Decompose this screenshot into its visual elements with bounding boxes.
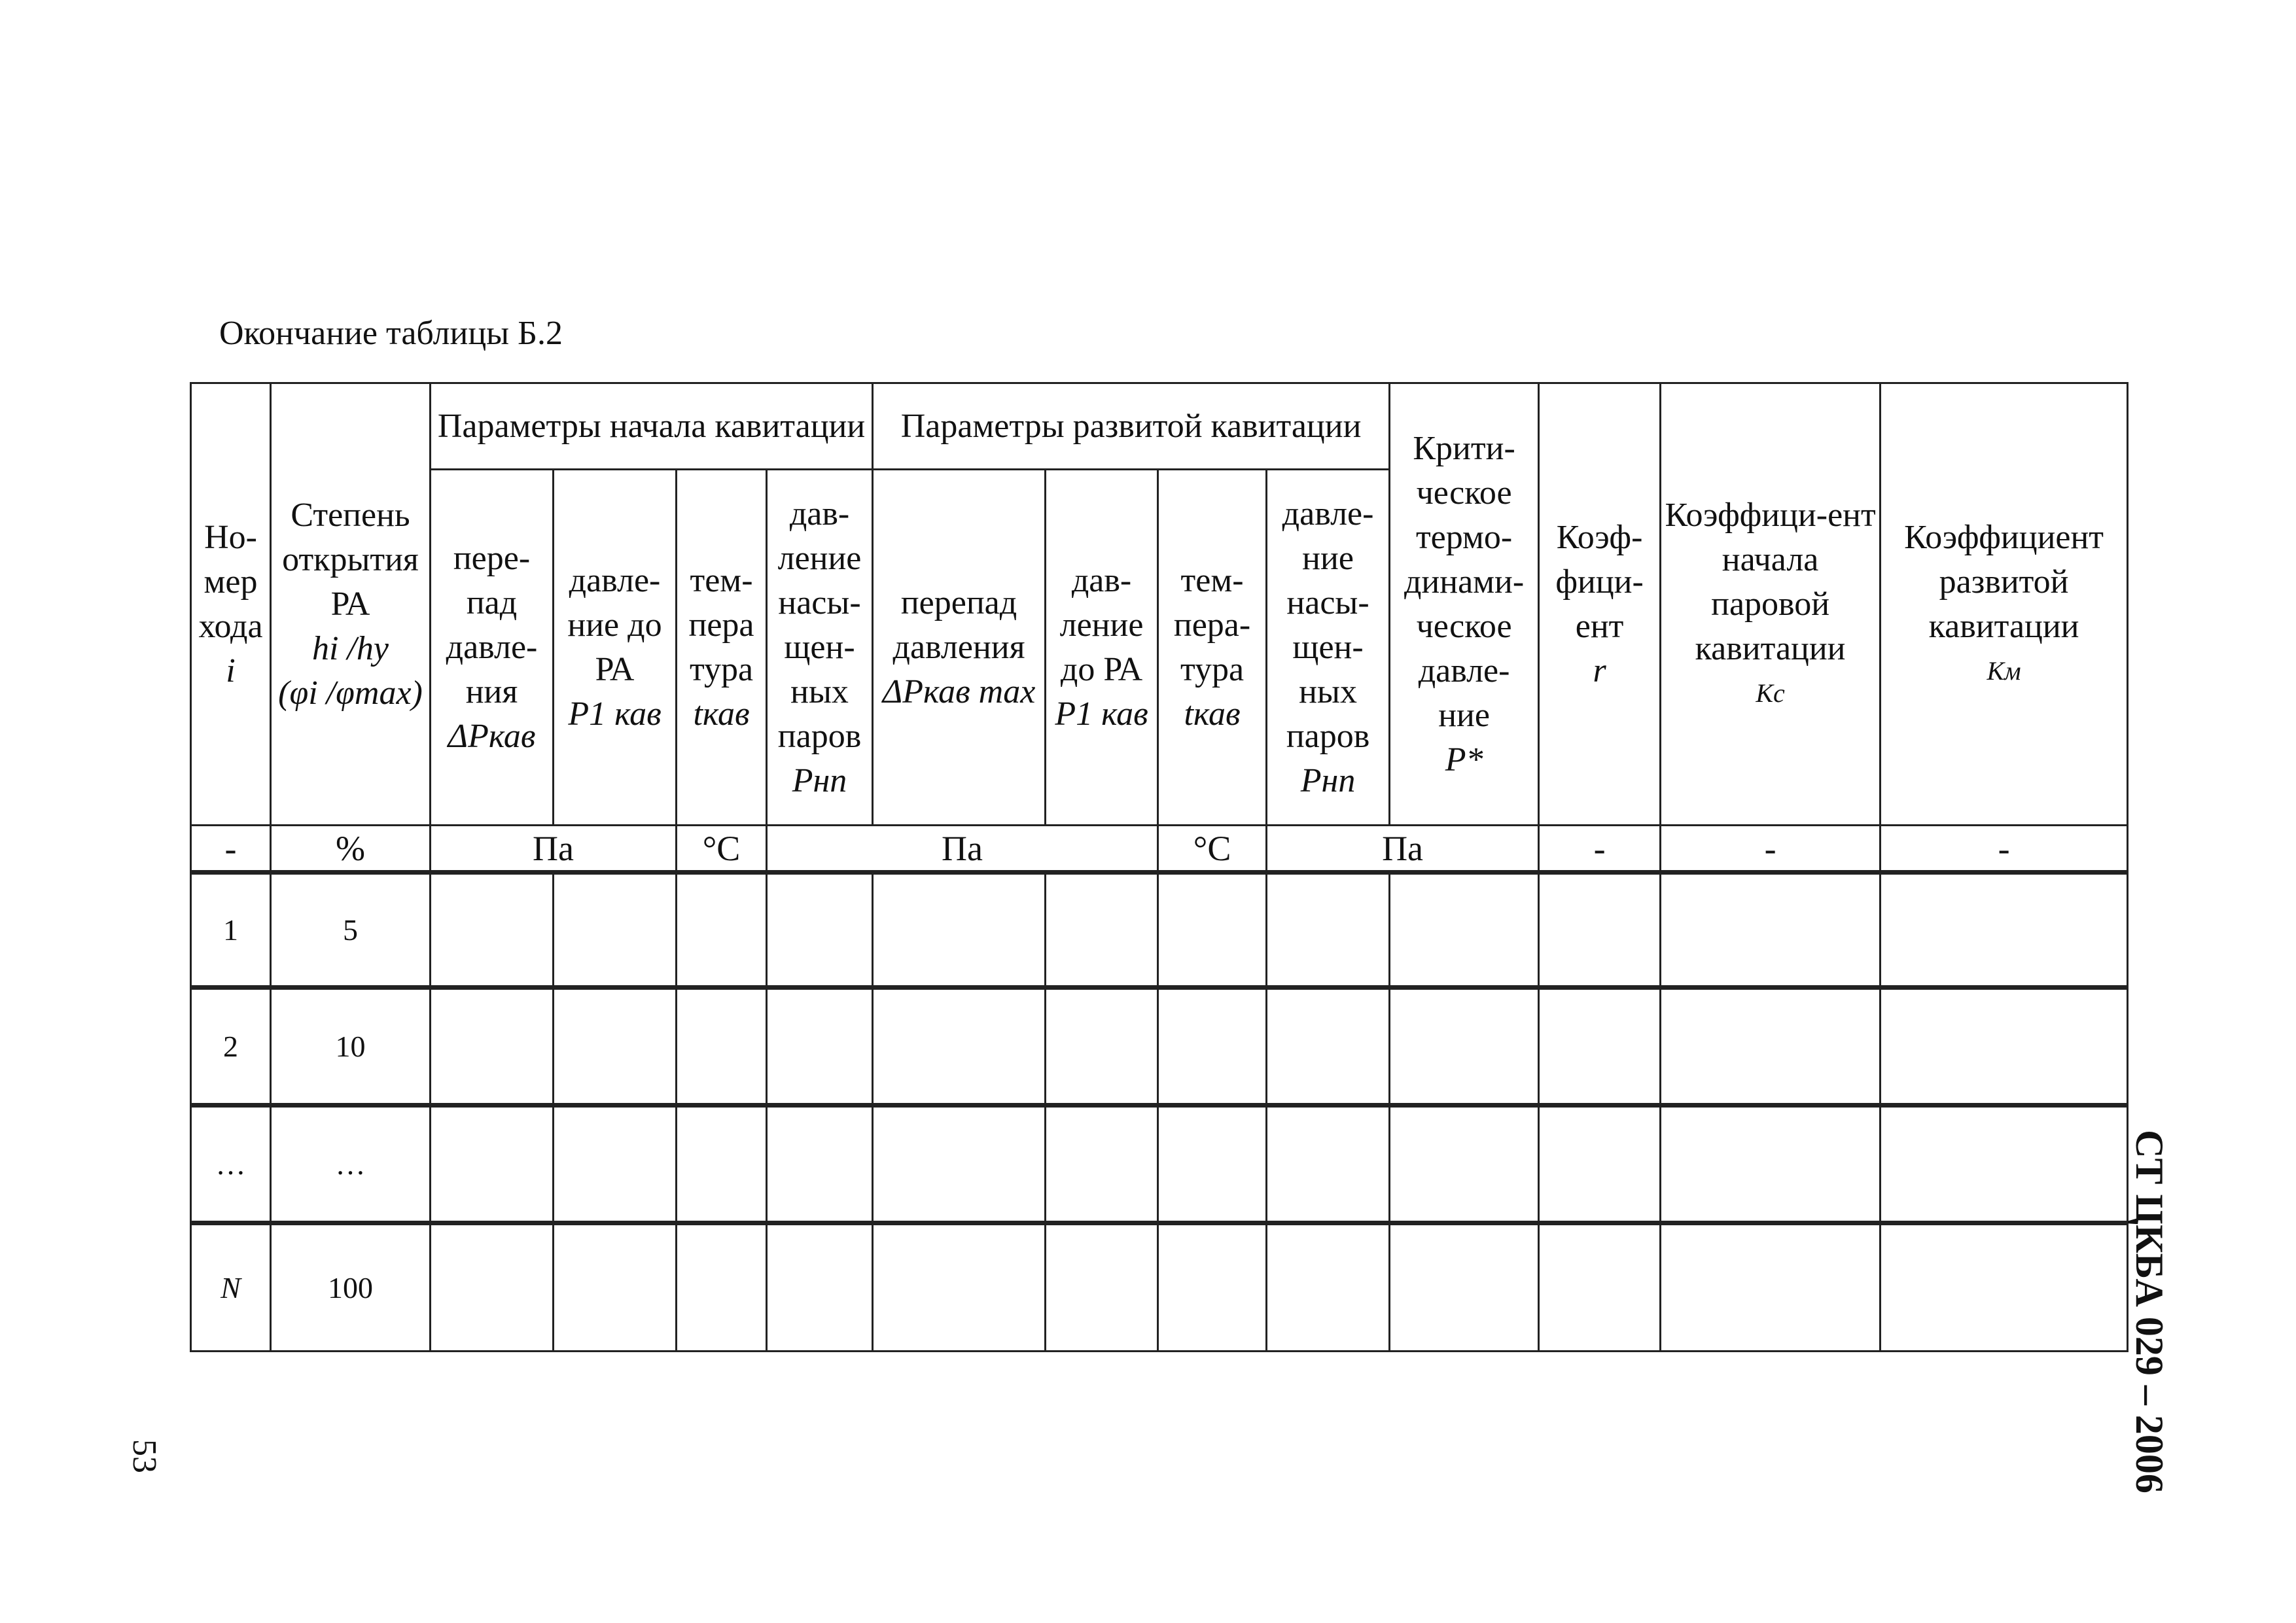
unit-cell: - [191, 826, 271, 873]
unit-cell: °С [1158, 826, 1267, 873]
units-row [191, 826, 2128, 873]
row-index: 1 [191, 873, 271, 988]
row-opening: … [271, 1106, 431, 1223]
row-opening: 10 [271, 988, 431, 1106]
standard-designation: СТ ЦКБА 029 – 2006 [2128, 1130, 2171, 1493]
row-index: … [191, 1106, 271, 1223]
row-index: N [191, 1223, 271, 1352]
unit-cell: Па [1267, 826, 1539, 873]
col-onset-vapor-pressure: дав-ление насы-щен-ных паров Pнп [767, 470, 873, 826]
group-cavitation-onset: Параметры начала кавитации [431, 383, 873, 470]
col-coefficient-km: Коэффициент развитой кавитации Kм [1881, 383, 2128, 826]
col-developed-pressure-drop: перепад давления ΔPкав max [873, 470, 1046, 826]
table-row [191, 1106, 2128, 1223]
unit-cell: - [1881, 826, 2128, 873]
col-opening-degree: Степень открытия РА hi /hy (φi /φmax) [271, 383, 431, 826]
unit-cell: Па [767, 826, 1158, 873]
header-row-groups [191, 383, 2128, 470]
col-onset-inlet-pressure: давле-ние до РА P1 кав [554, 470, 677, 826]
col-developed-vapor-pressure: давле-ние насы-щен-ных паров Pнп [1267, 470, 1390, 826]
table-row [191, 988, 2128, 1106]
table-row [191, 873, 2128, 988]
row-opening: 100 [271, 1223, 431, 1352]
col-developed-temperature: тем-пера-тура tкав [1158, 470, 1267, 826]
unit-cell: - [1539, 826, 1661, 873]
col-coefficient-kc: Коэффици-ент начала паровой кавитации Kc [1661, 383, 1881, 826]
row-opening: 5 [271, 873, 431, 988]
col-onset-pressure-drop: пере-пад давле-ния ΔPкав [431, 470, 554, 826]
group-developed-cavitation: Параметры развитой кавитации [873, 383, 1390, 470]
unit-cell: °С [677, 826, 767, 873]
col-critical-pressure: Крити-ческое термо-динами-ческое давле-ние Р* [1390, 383, 1539, 826]
col-coefficient-r: Коэф-фици-ент r [1539, 383, 1661, 826]
unit-cell: % [271, 826, 431, 873]
unit-cell: Па [431, 826, 677, 873]
unit-cell: - [1661, 826, 1881, 873]
cavitation-table [190, 382, 2128, 1352]
col-run-number: Но- мер хода i [191, 383, 271, 826]
row-index: 2 [191, 988, 271, 1106]
table-row [191, 1223, 2128, 1352]
table-caption: Окончание таблицы Б.2 [219, 315, 563, 352]
page-number: 53 [126, 1439, 163, 1473]
col-onset-temperature: тем-пера тура tкав [677, 470, 767, 826]
col-developed-inlet-pressure: дав-ление до РА P1 кав [1046, 470, 1158, 826]
